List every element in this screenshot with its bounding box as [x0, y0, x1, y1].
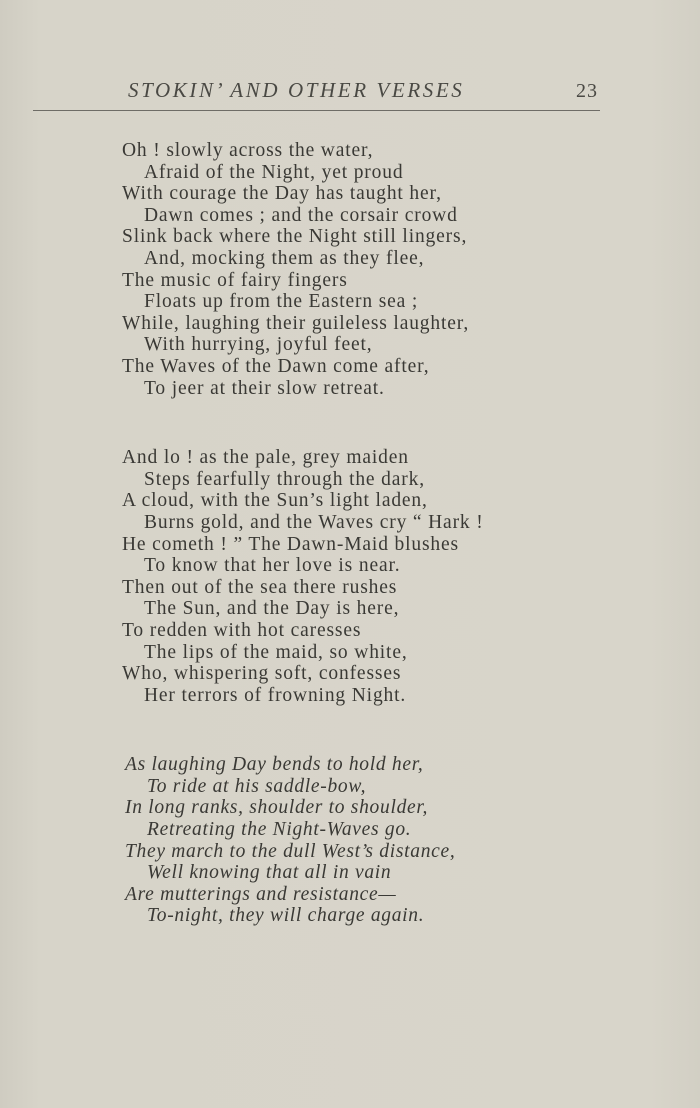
poem-line: Are mutterings and resistance— [125, 883, 397, 905]
poem-line: Retreating the Night-Waves go. [147, 819, 412, 840]
poem-line: Slink back where the Night still lingers, [122, 226, 468, 248]
poem-line: Then out of the sea there rushes [122, 576, 398, 598]
poem-line: To-night, they will charge again. [147, 905, 425, 927]
poem-line: Dawn comes ; and the corsair crowd [144, 204, 458, 226]
poem-line: Burns gold, and the Waves cry “ Hark ! [144, 511, 484, 533]
poem-line: A cloud, with the Sun’s light laden, [122, 490, 428, 512]
poem-line: Steps fearfully through the dark, [144, 468, 425, 490]
poem-line: With hurrying, joyful feet, [144, 334, 373, 356]
running-title: STOKIN’ AND OTHER VERSES [128, 78, 465, 102]
poem-line: Her terrors of frowning Night. [144, 684, 407, 706]
poem-line: The music of fairy fingers [122, 269, 348, 291]
header-rule [33, 110, 600, 111]
poem-line: They march to the dull West’s distance, [125, 840, 456, 862]
poem-line: To know that her love is near. [144, 555, 401, 577]
poem-line: In long ranks, shoulder to shoulder, [125, 797, 429, 819]
poem-line: And, mocking them as they flee, [144, 248, 425, 269]
poem-line: Floats up from the Eastern sea ; [144, 291, 419, 313]
poem-line: And lo ! as the pale, grey maiden [122, 447, 409, 469]
poem-line: As laughing Day bends to hold her, [125, 754, 424, 776]
poem-line: Oh ! slowly across the water, [122, 140, 374, 161]
poem-line: The lips of the maid, so white, [144, 641, 408, 663]
poem-line: Well knowing that all in vain [147, 862, 392, 884]
poem-line: The Waves of the Dawn come after, [122, 356, 430, 377]
poem-line: Afraid of the Night, yet proud [144, 161, 404, 183]
running-head [0, 78, 700, 110]
poem-line: To ride at his saddle-bow, [147, 775, 367, 797]
poem-line: To jeer at their slow retreat. [144, 377, 385, 399]
page-number: 23 [576, 80, 598, 102]
poem-line: Who, whispering soft, confesses [122, 663, 402, 685]
poem-line: While, laughing their guileless laughter, [122, 312, 470, 334]
poem-line: To redden with hot caresses [122, 619, 362, 641]
poem-line: He cometh ! ” The Dawn-Maid blushes [122, 533, 459, 555]
poem-line: The Sun, and the Day is here, [144, 598, 400, 620]
poem-line: With courage the Day has taught her, [122, 183, 442, 205]
